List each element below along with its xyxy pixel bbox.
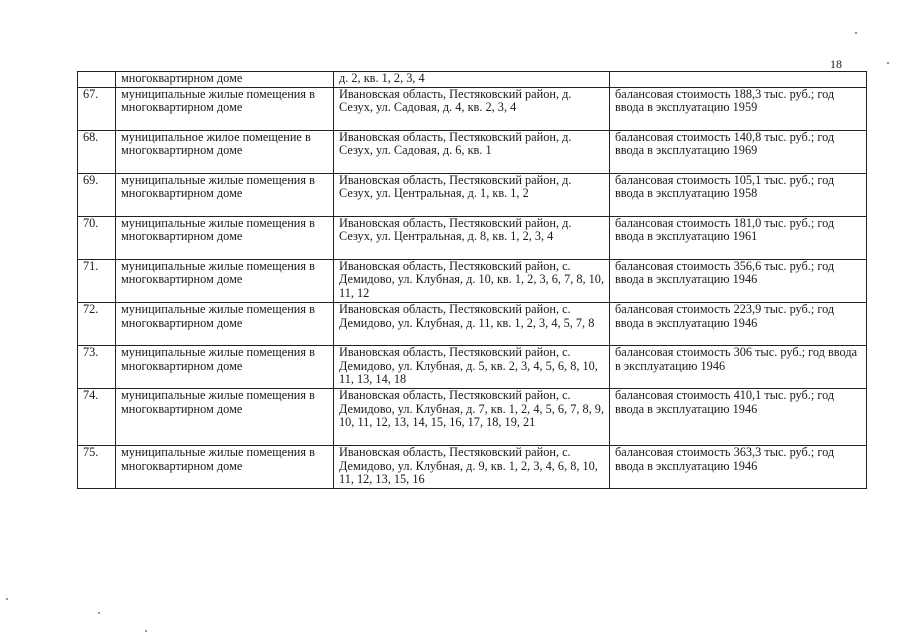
property-address: Ивановская область, Пестяковский район, д. Сезух, ул. Садовая, д. 4, кв. 2, 3, 4 xyxy=(334,87,610,130)
property-type: муниципальное жилое помещение в многоквартирном доме xyxy=(116,130,334,173)
property-address: д. 2, кв. 1, 2, 3, 4 xyxy=(334,72,610,88)
table-row xyxy=(78,445,867,488)
scan-speck xyxy=(855,32,857,34)
table-row-continuation xyxy=(78,72,867,88)
table-row xyxy=(78,173,867,216)
row-number: 70. xyxy=(78,216,116,259)
row-number xyxy=(78,72,116,88)
property-address: Ивановская область, Пестяковский район, д. Сезух, ул. Садовая, д. 6, кв. 1 xyxy=(334,130,610,173)
scan-speck xyxy=(887,62,889,64)
property-details: балансовая стоимость 410,1 тыс. руб.; год ввода в эксплуатацию 1946 xyxy=(610,388,867,445)
property-details: балансовая стоимость 188,3 тыс. руб.; год ввода в эксплуатацию 1959 xyxy=(610,87,867,130)
property-address: Ивановская область, Пестяковский район, с. Демидово, ул. Клубная, д. 7, кв. 1, 2, 4, 5, 6, 7, 8, 9, 10, 11, 12, 13, 14, 15, 16, 17, 18, 19, 21 xyxy=(334,388,610,445)
property-type: муниципальные жилые помещения в многоквартирном доме xyxy=(116,216,334,259)
row-number: 74. xyxy=(78,388,116,445)
property-details: балансовая стоимость 105,1 тыс. руб.; год ввода в эксплуатацию 1958 xyxy=(610,173,867,216)
table-row xyxy=(78,302,867,345)
table-row xyxy=(78,130,867,173)
table-row xyxy=(78,216,867,259)
row-number: 75. xyxy=(78,445,116,488)
scan-speck xyxy=(6,598,8,600)
property-details: балансовая стоимость 363,3 тыс. руб.; год ввода в эксплуатацию 1946 xyxy=(610,445,867,488)
row-number: 71. xyxy=(78,259,116,302)
property-type: муниципальные жилые помещения в многоквартирном доме xyxy=(116,345,334,388)
table-row xyxy=(78,388,867,445)
property-address: Ивановская область, Пестяковский район, д. Сезух, ул. Центральная, д. 1, кв. 1, 2 xyxy=(334,173,610,216)
property-type: муниципальные жилые помещения в многоквартирном доме xyxy=(116,173,334,216)
page-number: 18 xyxy=(830,57,842,71)
table-row xyxy=(78,259,867,302)
property-address: Ивановская область, Пестяковский район, д. Сезух, ул. Центральная, д. 8, кв. 1, 2, 3, 4 xyxy=(334,216,610,259)
property-address: Ивановская область, Пестяковский район, с. Демидово, ул. Клубная, д. 9, кв. 1, 2, 3, 4, 6, 8, 10, 11, 12, 13, 15, 16 xyxy=(334,445,610,488)
property-registry-table xyxy=(77,71,867,489)
property-details: балансовая стоимость 181,0 тыс. руб.; год ввода в эксплуатацию 1961 xyxy=(610,216,867,259)
property-details: балансовая стоимость 223,9 тыс. руб.; год ввода в эксплуатацию 1946 xyxy=(610,302,867,345)
property-address: Ивановская область, Пестяковский район, с. Демидово, ул. Клубная, д. 11, кв. 1, 2, 3, 4, 5, 7, 8 xyxy=(334,302,610,345)
table-row xyxy=(78,345,867,388)
property-type: муниципальные жилые помещения в многоквартирном доме xyxy=(116,445,334,488)
table-row xyxy=(78,87,867,130)
property-details: балансовая стоимость 306 тыс. руб.; год ввода в эксплуатацию 1946 xyxy=(610,345,867,388)
row-number: 72. xyxy=(78,302,116,345)
row-number: 68. xyxy=(78,130,116,173)
scan-speck xyxy=(98,612,100,614)
property-type: муниципальные жилые помещения в многоквартирном доме xyxy=(116,388,334,445)
property-type: муниципальные жилые помещения в многоквартирном доме xyxy=(116,87,334,130)
property-type: муниципальные жилые помещения в многоквартирном доме xyxy=(116,259,334,302)
property-type: многоквартирном доме xyxy=(116,72,334,88)
property-type: муниципальные жилые помещения в многоквартирном доме xyxy=(116,302,334,345)
scan-speck xyxy=(145,630,147,632)
property-details: балансовая стоимость 356,6 тыс. руб.; год ввода в эксплуатацию 1946 xyxy=(610,259,867,302)
row-number: 67. xyxy=(78,87,116,130)
row-number: 73. xyxy=(78,345,116,388)
property-address: Ивановская область, Пестяковский район, с. Демидово, ул. Клубная, д. 10, кв. 1, 2, 3, 6, 7, 8, 10, 11, 12 xyxy=(334,259,610,302)
property-address: Ивановская область, Пестяковский район, с. Демидово, ул. Клубная, д. 5, кв. 2, 3, 4, 5, 6, 8, 10, 11, 13, 14, 18 xyxy=(334,345,610,388)
property-details xyxy=(610,72,867,88)
row-number: 69. xyxy=(78,173,116,216)
property-details: балансовая стоимость 140,8 тыс. руб.; год ввода в эксплуатацию 1969 xyxy=(610,130,867,173)
